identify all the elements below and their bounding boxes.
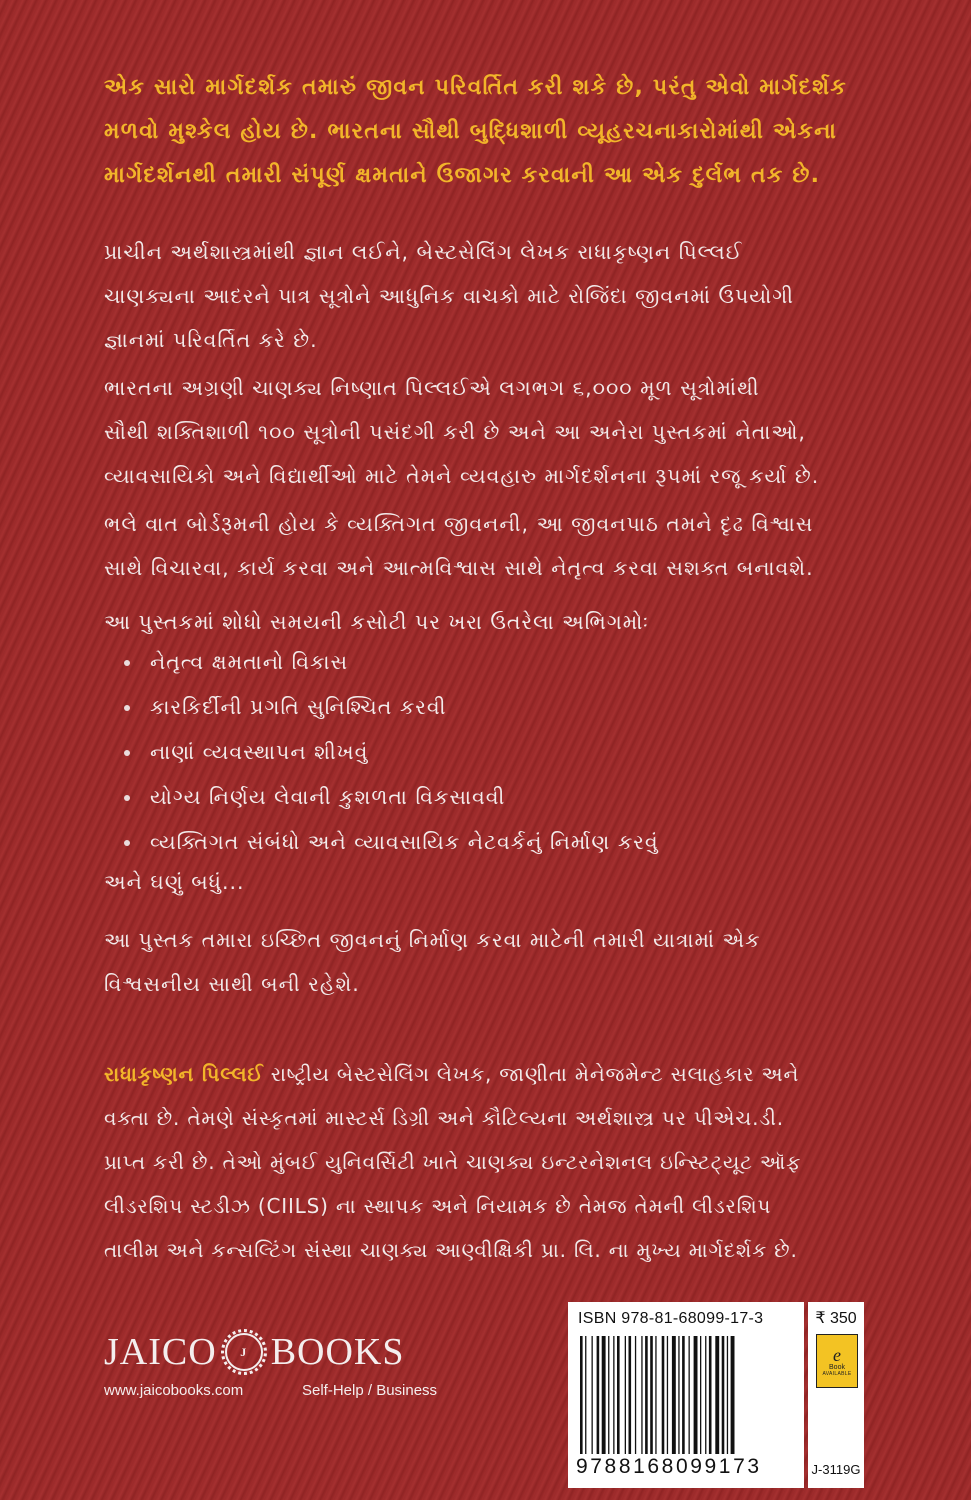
barcode-digits: 9788168099173 [576, 1455, 762, 1478]
list-item [124, 685, 659, 730]
paragraph-1 [104, 230, 864, 362]
book-category: Self-Help / Business [302, 1382, 438, 1399]
catalog-code: J-3119G [811, 1462, 861, 1477]
price-label: ₹ 350 [815, 1310, 857, 1327]
author-bio-line [104, 1052, 874, 1096]
barcode-stripe [667, 1336, 668, 1454]
author-bio-line: લીડરશિપ સ્ટડીઝ (CIILS) ના સ્થાપક અને નિયામક છે તેમજ તેમની લીડરશિપ [104, 1194, 772, 1218]
barcode-stripe [715, 1336, 719, 1454]
barcode-stripe [635, 1336, 636, 1454]
barcode-stripe [645, 1336, 648, 1454]
barcode-stripe [655, 1336, 656, 1454]
list-item [124, 775, 659, 820]
publisher-website: www.jaicobooks.com [104, 1382, 244, 1399]
ebook-tag: AVAILABLE [822, 1370, 852, 1377]
intro-line: મળવો મુશ્કેલ હોય છે. ભારતના સૌથી બુદ્ધિશાળી વ્યૂહરચનાકારોમાંથી એકના [104, 119, 838, 144]
feature-list [124, 640, 659, 865]
barcode-stripe [641, 1336, 642, 1454]
price-panel [808, 1302, 864, 1488]
barcode-stripe [650, 1336, 653, 1454]
text-line: સાથે વિચારવા, કાર્ય કરવા અને આત્મવિશ્વાસ સાથે નેતૃત્વ કરવા સશક્ત બનાવશે. [104, 556, 814, 580]
barcode-stripe [709, 1336, 712, 1454]
publisher-logo-left: JAICO [104, 1331, 217, 1373]
bullet-icon [124, 705, 130, 711]
author-bio-line: વક્તા છે. તેમણે સંસ્કૃતમાં માસ્ટર્સ ડિગ્રી અને કૌટિલ્યના અર્થશાસ્ત્ર પર પીએચ.ડી. [104, 1106, 784, 1130]
intro-blurb [104, 66, 864, 198]
author-bio [104, 1052, 874, 1272]
wheel-icon [225, 1333, 263, 1371]
barcode-stripe [682, 1336, 685, 1454]
author-bio-line-rest: રાષ્ટ્રીય બેસ્ટસેલિંગ લેખક, જાણીતા મેનેજમેન્ટ સલાહકાર અને [263, 1062, 800, 1086]
barcode-stripe [613, 1336, 614, 1454]
author-bio-line: તાલીમ અને કન્સલ્ટિંગ સંસ્થા ચાણક્ય આણ્વીક્ષિકી પ્રા. લિ. ના મુખ્ય માર્ગદર્શક છે. [104, 1238, 798, 1262]
barcode-panel [568, 1302, 804, 1488]
barcode-stripe [585, 1336, 586, 1454]
publisher-logo-right: BOOKS [270, 1331, 405, 1373]
list-item-text: નેતૃત્વ ક્ષમતાનો વિકાસ [150, 650, 349, 674]
bullet-icon [124, 795, 130, 801]
text-line: આ પુસ્તક તમારા ઇચ્છિત જીવનનું નિર્માણ કરવા માટેની તમારી યાત્રામાં એક [104, 928, 761, 952]
barcode-stripe [700, 1336, 701, 1454]
paragraph-2 [104, 366, 864, 498]
ebook-badge-icon [816, 1334, 858, 1388]
author-bio-line: પ્રાપ્ત કરી છે. તેઓ મુંબઈ યુનિવર્સિટી ખાતે ચાણક્ય ઇન્ટરનેશનલ ઇન્સ્ટિટ્યૂટ ઑફ [104, 1150, 802, 1174]
publisher-logo [104, 1330, 405, 1374]
barcode-stripe [662, 1336, 665, 1454]
text-line: જ્ઞાનમાં પરિવર્તિત કરે છે. [104, 328, 318, 352]
list-item [124, 640, 659, 685]
list-item [124, 820, 659, 865]
barcode-icon [578, 1336, 794, 1454]
barcode-stripe [672, 1336, 676, 1454]
barcode-stripe [694, 1336, 698, 1454]
author-name: રાધાકૃષ્ણન પિલ્લઈ [104, 1062, 264, 1086]
list-item-text: વ્યક્તિગત સંબંધો અને વ્યાવસાયિક નેટવર્કનું નિર્માણ કરવું [150, 830, 659, 854]
barcode-stripe [629, 1336, 632, 1454]
ebook-word: Book [829, 1363, 845, 1371]
bullets-lead: આ પુસ્તકમાં શોધો સમયની કસોટી પર ખરા ઉતરેલા અભિગમોઃ [104, 610, 650, 634]
barcode-stripe [722, 1336, 725, 1454]
text-line: ચાણક્યના આદરને પાત્ર સૂત્રોને આધુનિક વાચકો માટે રોજિંદા જીવનમાં ઉપયોગી [104, 284, 795, 308]
list-item-text: કારકિર્દીની પ્રગતિ સુનિશ્ચિત કરવી [150, 695, 447, 719]
barcode-stripe [608, 1336, 609, 1454]
text-line: વિશ્વસનીય સાથી બની રહેશે. [104, 972, 360, 996]
barcode-stripe [705, 1336, 706, 1454]
ebook-letter: e [833, 1344, 841, 1365]
bullet-icon [124, 660, 130, 666]
paragraph-4 [104, 918, 864, 1006]
list-item-text: યોગ્ય નિર્ણય લેવાની કુશળતા વિકસાવવી [150, 785, 506, 809]
barcode-stripe [617, 1336, 620, 1454]
text-line: સૌથી શક્તિશાળી ૧૦૦ સૂત્રોની પસંદગી કરી છે અને આ અનેરા પુસ્તકમાં નેતાઓ, [104, 420, 806, 444]
intro-line: એક સારો માર્ગદર્શક તમારું જીવન પરિવર્તિત કરી શકે છે, પરંતુ એવો માર્ગદર્શક [104, 75, 848, 100]
wheel-mark: J [240, 1344, 248, 1359]
bullet-icon [124, 840, 130, 846]
barcode-stripe [689, 1336, 690, 1454]
barcode-stripe [625, 1336, 626, 1454]
barcode-stripe [592, 1336, 593, 1454]
intro-line: માર્ગદર્શનથી તમારી સંપૂર્ણ ક્ષમતાને ઉજાગર કરવાની આ એક દુર્લભ તક છે. [104, 163, 821, 188]
and-more-text: અને ઘણું બધું... [104, 870, 245, 894]
barcode-stripe [731, 1336, 735, 1454]
list-item [124, 730, 659, 775]
isbn-text: ISBN 978-81-68099-17-3 [578, 1310, 764, 1327]
barcode-stripe [727, 1336, 728, 1454]
bullet-icon [124, 750, 130, 756]
paragraph-3 [104, 502, 864, 590]
text-line: પ્રાચીન અર્થશાસ્ત્રમાંથી જ્ઞાન લઈને, બેસ્ટસેલિંગ લેખક રાધાકૃષ્ણન પિલ્લઈ [104, 240, 743, 264]
barcode-stripe [602, 1336, 606, 1454]
barcode-stripe [597, 1336, 600, 1454]
text-line: ભારતના અગ્રણી ચાણક્ય નિષ્ણાત પિલ્લઈએ લગભગ ૬,૦૦૦ મૂળ સૂત્રોમાંથી [104, 376, 760, 400]
text-line: ભલે વાત બોર્ડરૂમની હોય કે વ્યક્તિગત જીવનની, આ જીવનપાઠ તમને દૃઢ વિશ્વાસ [104, 512, 814, 536]
barcode-stripe [678, 1336, 679, 1454]
barcode-stripe [580, 1336, 583, 1454]
text-line: વ્યાવસાયિકો અને વિદ્યાર્થીઓ માટે તેમને વ્યવહારુ માર્ગદર્શનના રૂપમાં રજૂ કર્યા છે. [104, 464, 820, 488]
list-item-text: નાણાં વ્યવસ્થાપન શીખવું [150, 740, 369, 764]
